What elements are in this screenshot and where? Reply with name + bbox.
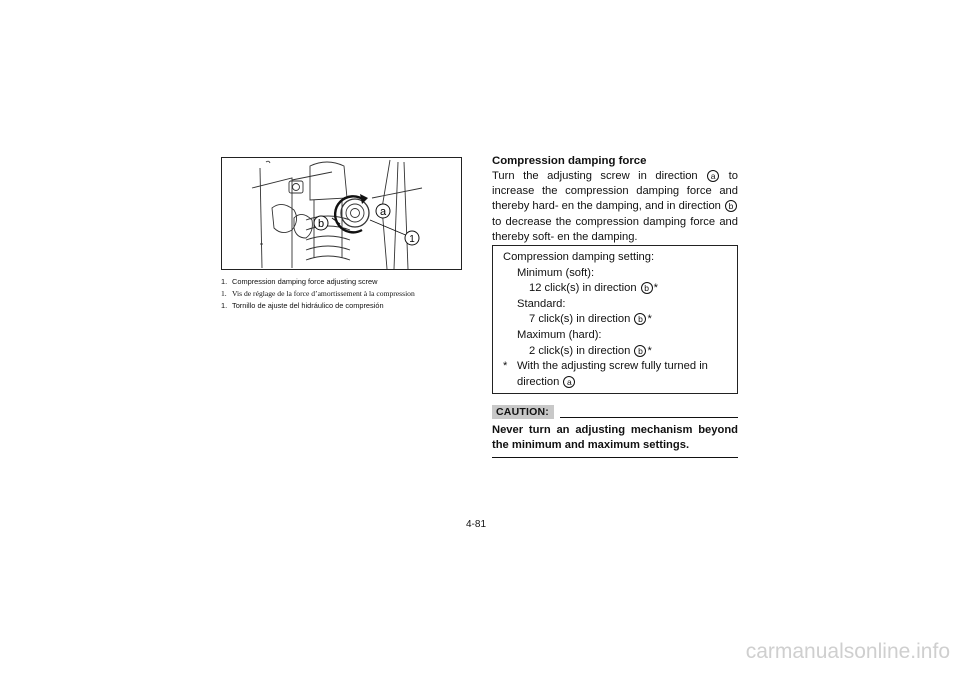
section-title: Compression damping force bbox=[492, 155, 647, 167]
maximum-clicks: 2 click(s) in direction bbox=[529, 344, 634, 357]
caution-block bbox=[492, 404, 738, 458]
asterisk: * bbox=[653, 282, 659, 295]
standard-value bbox=[503, 312, 737, 328]
direction-a-marker: a bbox=[563, 376, 575, 388]
footnote-star: * bbox=[503, 360, 508, 373]
minimum-value bbox=[503, 281, 737, 297]
caption-number: 1. bbox=[221, 277, 228, 286]
direction-b-marker: b bbox=[634, 313, 646, 325]
caption-text: Compression damping force adjusting screw bbox=[232, 277, 378, 286]
direction-b-marker: b bbox=[725, 200, 737, 212]
caption-french bbox=[221, 288, 471, 300]
minimum-label: Minimum (soft): bbox=[517, 266, 595, 279]
footnote-text bbox=[517, 359, 737, 390]
asterisk: * bbox=[647, 344, 652, 357]
paragraph-part-2: to increase the compression damping force and thereby hard- en the damping, and in direction bbox=[492, 170, 738, 213]
caution-text: Never turn an adjusting mechanism beyond the minimum and maximum settings. bbox=[492, 423, 738, 458]
callout-1 bbox=[405, 231, 419, 245]
standard-clicks: 7 click(s) in direction bbox=[529, 313, 634, 326]
asterisk: * bbox=[647, 313, 652, 326]
caption-number: 1. bbox=[221, 289, 227, 298]
page-number: 4-81 bbox=[466, 519, 487, 530]
standard-label: Standard: bbox=[517, 297, 566, 310]
caption-text: Vis de réglage de la force d’amortissement à la compression bbox=[232, 289, 415, 298]
callout-a-label: a bbox=[379, 206, 387, 218]
caption-text: Tornillo de ajuste del hidráulico de compresión bbox=[232, 301, 384, 310]
direction-b-marker: b bbox=[641, 282, 653, 294]
direction-b-marker: b bbox=[634, 345, 646, 357]
caution-rule bbox=[560, 417, 738, 418]
footnote-body: With the adjusting screw fully turned in direction bbox=[517, 360, 708, 388]
maximum-value bbox=[503, 344, 737, 360]
caution-label: CAUTION: bbox=[492, 405, 554, 419]
paragraph-part-3: to decrease the compression damping force and thereby soft- en the damping. bbox=[492, 215, 738, 243]
shock-absorber-drawing bbox=[222, 158, 461, 269]
callout-b bbox=[314, 216, 328, 230]
maximum-label: Maximum (hard): bbox=[517, 328, 602, 341]
paragraph-part-1: Turn the adjusting screw in direction bbox=[492, 170, 707, 182]
settings-footnote bbox=[503, 359, 737, 390]
caution-header bbox=[492, 404, 738, 419]
callout-a bbox=[376, 204, 390, 218]
caption-spanish bbox=[221, 300, 471, 312]
compression-damping-section bbox=[492, 154, 738, 245]
callout-1-label: 1 bbox=[409, 234, 415, 245]
instruction-paragraph bbox=[492, 169, 738, 245]
caption-english bbox=[221, 276, 471, 288]
minimum-clicks: 12 click(s) in direction bbox=[529, 282, 640, 295]
shock-absorber-illustration bbox=[221, 157, 462, 270]
settings-heading: Compression damping setting: bbox=[503, 251, 655, 263]
watermark: carmanualsonline.info bbox=[745, 640, 950, 663]
caption-number: 1. bbox=[221, 301, 228, 310]
figure-captions bbox=[221, 276, 471, 312]
damping-settings-box bbox=[492, 245, 738, 394]
callout-b-label: b bbox=[317, 218, 325, 230]
direction-a-marker: a bbox=[707, 170, 719, 182]
